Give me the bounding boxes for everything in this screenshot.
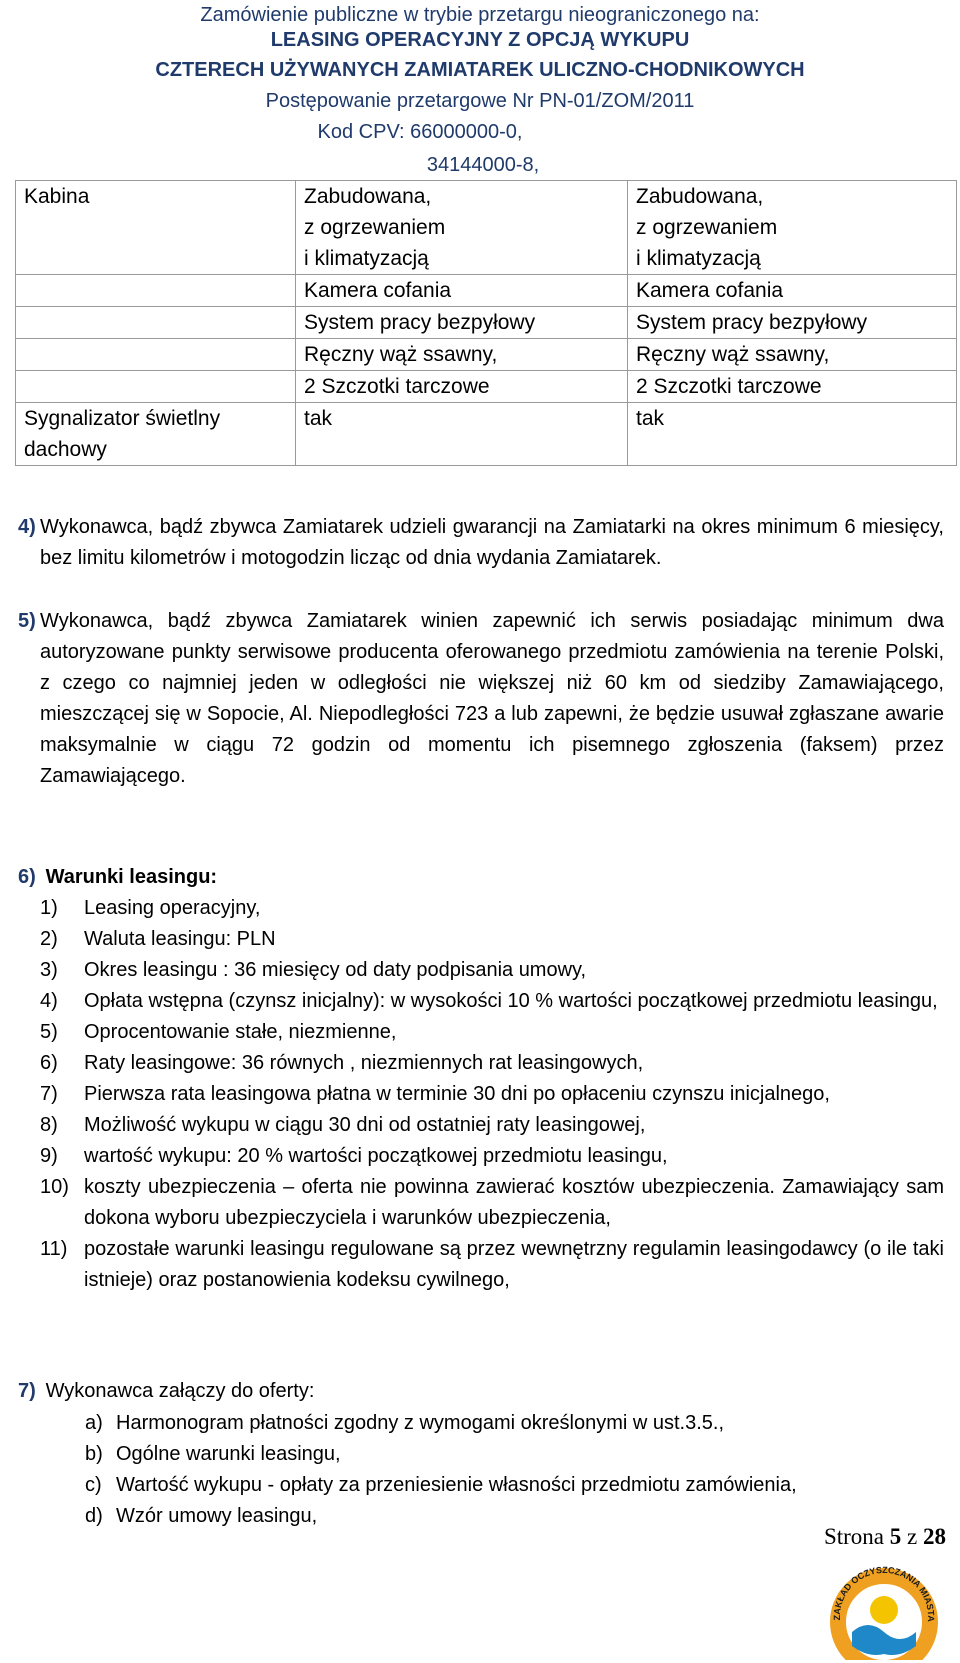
header-title-2: CZTERECH UŻYWANYCH ZAMIATAREK ULICZNO-CHODNIKOWYCH — [155, 59, 805, 81]
list-item-text: Harmonogram płatności zgodny z wymogami określonymi w ust.3.5., — [116, 1412, 725, 1434]
table-cell — [16, 275, 296, 307]
list-item-number: 8) — [40, 1114, 58, 1136]
table-cell: 2 Szczotki tarczowe — [296, 371, 628, 403]
section-title: Wykonawca załączy do oferty: — [45, 1380, 315, 1402]
list-item — [40, 1079, 944, 1110]
list-item-text: Pierwsza rata leasingowa płatna w terminie 30 dni po opłaceniu czynszu inicjalnego, — [84, 1083, 830, 1105]
table-cell: Kamera cofania — [628, 275, 957, 307]
table-row — [16, 339, 957, 371]
list-item — [40, 924, 944, 955]
total-pages: 28 — [923, 1524, 946, 1549]
paragraph-5 — [18, 606, 944, 792]
list-item-letter: d) — [85, 1505, 103, 1527]
table-row — [16, 181, 957, 275]
list-item-text: koszty ubezpieczenia – oferta nie powinna zawierać kosztów ubezpieczenia. Zamawiający sam dokona wyboru ubezpieczyciela i warunków ubezpieczenia, — [84, 1176, 944, 1229]
paragraph-number: 4) — [18, 516, 36, 538]
section-title: Warunki leasingu: — [45, 866, 218, 888]
list-item-number: 4) — [40, 990, 58, 1012]
section-number: 6) — [18, 866, 36, 888]
table-cell: 2 Szczotki tarczowe — [628, 371, 957, 403]
paragraph-4 — [18, 512, 944, 574]
list-item — [40, 1048, 944, 1079]
specification-table — [15, 180, 957, 466]
header-line-1: Zamówienie publiczne w trybie przetargu nieograniczonego na: — [200, 4, 760, 26]
table-cell: Kamera cofania — [296, 275, 628, 307]
list-item — [85, 1501, 945, 1532]
paragraph-text: Wykonawca, bądź zbywca Zamiatarek winien zapewnić ich serwis posiadając minimum dwa autoryzowane punkty serwisowe producenta oferowanego przedmiotu zamówienia na terenie Polski, z czego co najmniej jeden w odległości nie większej niż 60 km od siedziby Zamawiającego, mieszczącej się w Sopocie, Al. Niepodległości 723 a lub zapewni, że będzie usuwał zgłaszane awarie maksymalnie w ciągu 72 godzin od momentu ich pisemnego zgłoszenia (faksem) przez Zamawiającego. — [40, 610, 944, 787]
header-title-1: LEASING OPERACYJNY Z OPCJĄ WYKUPU — [270, 29, 690, 51]
page-number — [824, 1524, 946, 1550]
list-item-text: Możliwość wykupu w ciągu 30 dni od ostatniej raty leasingowej, — [84, 1114, 646, 1136]
list-item-text: Okres leasingu : 36 miesięcy od daty podpisania umowy, — [84, 959, 587, 981]
list-item — [40, 1172, 944, 1234]
table-cell — [16, 307, 296, 339]
list-item-text: Leasing operacyjny, — [84, 897, 261, 919]
list-item — [40, 986, 944, 1017]
list-item-number: 2) — [40, 928, 58, 950]
list-item — [40, 1110, 944, 1141]
list-item-text: Oprocentowanie stałe, niezmienne, — [84, 1021, 397, 1043]
list-item-text: Waluta leasingu: PLN — [84, 928, 276, 950]
table-cell: Ręczny wąż ssawny, — [628, 339, 957, 371]
list-item-text: Opłata wstępna (czynsz inicjalny): w wysokości 10 % wartości początkowej przedmiotu leasingu, — [84, 990, 938, 1012]
list-item-letter: b) — [85, 1443, 103, 1465]
paragraph-number: 5) — [18, 610, 36, 632]
table-cell: tak — [296, 403, 628, 466]
table-cell: tak — [628, 403, 957, 466]
list-item-number: 5) — [40, 1021, 58, 1043]
table-cell: Sygnalizator świetlny dachowy — [16, 403, 296, 466]
table-cell — [16, 371, 296, 403]
table-cell: Ręczny wąż ssawny, — [296, 339, 628, 371]
list-item — [40, 1141, 944, 1172]
table-cell: System pracy bezpyłowy — [296, 307, 628, 339]
list-item-number: 1) — [40, 897, 58, 919]
table-cell: Zabudowana, z ogrzewaniem i klimatyzacją — [296, 181, 628, 275]
paragraph-text: Wykonawca, bądź zbywca Zamiatarek udzieli gwarancji na Zamiatarki na okres minimum 6 miesięcy, bez limitu kilometrów i motogodzin licząc od dnia wydania Zamiatarek. — [40, 516, 944, 569]
list-item-number: 3) — [40, 959, 58, 981]
list-item-number: 9) — [40, 1145, 58, 1167]
page-prefix: Strona — [823, 1524, 890, 1549]
list-item-letter: a) — [85, 1412, 103, 1434]
list-item-number: 6) — [40, 1052, 58, 1074]
company-logo — [824, 1560, 944, 1660]
table-row — [16, 307, 957, 339]
table-cell: Zabudowana, z ogrzewaniem i klimatyzacją — [628, 181, 957, 275]
leasing-conditions-list — [40, 893, 944, 1296]
section-6-heading — [18, 862, 217, 893]
list-item-number: 7) — [40, 1083, 58, 1105]
header-cpv-code-2: 34144000-8, — [426, 154, 540, 176]
list-item-text: Wzór umowy leasingu, — [116, 1505, 318, 1527]
list-item-number: 11) — [40, 1238, 68, 1260]
logo-ring-text: ZAKŁAD OCZYSZCZANIA MIASTA — [831, 1564, 937, 1623]
list-item — [85, 1408, 945, 1439]
header-cpv-code: Kod CPV: 66000000-0, — [317, 121, 523, 143]
section-7-heading — [18, 1376, 314, 1407]
table-row — [16, 403, 957, 466]
header-procedure-number: Postępowanie przetargowe Nr PN-01/ZOM/2011 — [265, 90, 695, 112]
section-number: 7) — [18, 1380, 36, 1402]
page-separator: z — [901, 1524, 923, 1549]
table-cell: Kabina — [16, 181, 296, 275]
list-item — [40, 1234, 944, 1296]
table-row — [16, 275, 957, 307]
table-cell — [16, 339, 296, 371]
list-item-text: Ogólne warunki leasingu, — [116, 1443, 341, 1465]
list-item — [85, 1439, 945, 1470]
table-row — [16, 371, 957, 403]
list-item-letter: c) — [85, 1474, 102, 1496]
attachments-list — [85, 1408, 945, 1532]
current-page: 5 — [889, 1524, 902, 1549]
list-item-text: Raty leasingowe: 36 równych , niezmiennych rat leasingowych, — [84, 1052, 644, 1074]
list-item-text: wartość wykupu: 20 % wartości początkowej przedmiotu leasingu, — [84, 1145, 668, 1167]
list-item — [40, 893, 944, 924]
list-item-number: 10) — [40, 1176, 69, 1198]
list-item — [40, 955, 944, 986]
table-cell: System pracy bezpyłowy — [628, 307, 957, 339]
list-item — [85, 1470, 945, 1501]
list-item — [40, 1017, 944, 1048]
sun-icon — [870, 1596, 898, 1624]
list-item-text: Wartość wykupu - opłaty za przeniesienie własności przedmiotu zamówienia, — [116, 1474, 797, 1496]
list-item-text: pozostałe warunki leasingu regulowane są przez wewnętrzny regulamin leasingodawcy (o ile taki istnieje) oraz postanowienia kodeksu cywilnego, — [84, 1238, 944, 1291]
